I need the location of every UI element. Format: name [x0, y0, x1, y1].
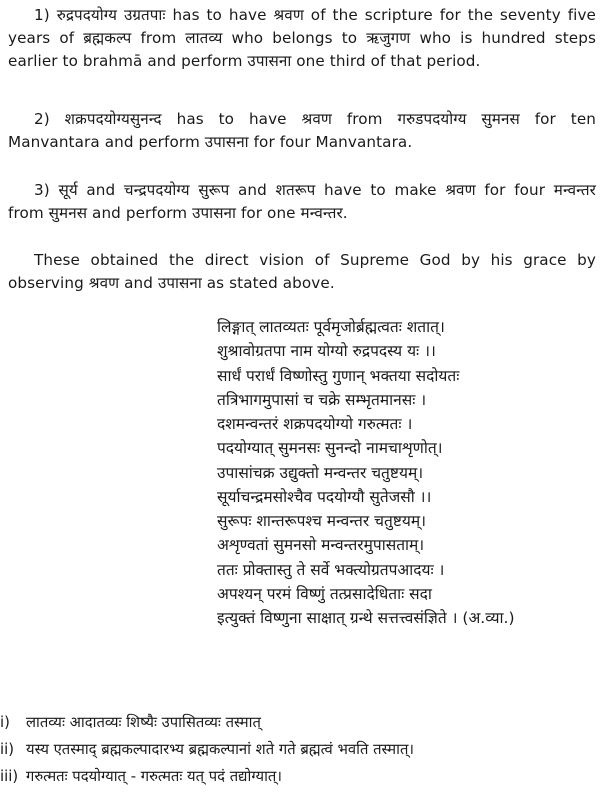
verse-line: तत्रिभागमुपासां च चक्रे सम्भृतमानसः ।	[217, 390, 427, 409]
paragraph-2	[8, 108, 596, 154]
footnote-text: गरुत्मतः पदयोग्यात् - गरुत्मतः यत् पदं तद्योग्यात्।	[26, 768, 282, 785]
verse-line: पदयोग्यात् सुमनसः सुनन्दो नामचाशृणोत्।	[217, 439, 443, 458]
paragraph-4-line: These obtained the direct vision of Supreme God by his grace by	[34, 251, 596, 269]
paragraph-3-line: from सुमनस and perform उपासना for one मन्वन्तर.	[8, 204, 348, 222]
sanskrit-verse	[217, 315, 517, 630]
paragraph-4-line: observing श्रवण and उपासना as stated above.	[8, 274, 335, 292]
paragraph-1-line: earlier to brahmā and perform उपासना one third of that period.	[8, 52, 481, 70]
verse-line: इत्युक्तं विष्णुना साक्षात् ग्रन्थे सत्तत्त्वसंज्ञिते । (अ.व्या.)	[217, 609, 515, 627]
footnote-text: लातव्यः आदातव्यः शिष्यैः उपासितव्यः तस्मात्	[26, 714, 261, 731]
footnote-row	[0, 709, 600, 736]
verse-line: ततः प्रोक्तास्तु ते सर्वे भक्त्योग्रतपआदयः ।	[217, 560, 445, 579]
footnote-row	[0, 763, 600, 790]
footnote-marker: i)	[0, 714, 10, 731]
verse-line: उपासांचक्र उद्युक्तो मन्वन्तर चतुष्टयम्।	[217, 463, 424, 482]
paragraph-1	[8, 4, 596, 73]
verse-line: दशमन्वन्तरं शक्रपदयोग्यो गरुत्मतः ।	[217, 415, 413, 433]
footnote-marker: iii)	[0, 768, 19, 785]
verse-line: अशृण्वतां सुमनसो मन्वन्तरमुपासताम्।	[217, 536, 425, 555]
paragraph-3-line: 3) सूर्य and चन्द्रपदयोग्य सुरूप and शतरूप have to make श्रवण for four मन्वन्तर	[34, 181, 596, 199]
verse-line: सुरूपः शान्तरूपश्च मन्वन्तर चतुष्टयम्।	[217, 512, 427, 530]
paragraph-2-line: Manvantara and perform उपासना for four Manvantara.	[8, 133, 413, 151]
verse-line: लिङ्गात् लातव्यतः पूर्वमृजोर्ब्रह्मत्वतः शतात्।	[217, 318, 445, 336]
verse-line: अपश्यन् परमं विष्णुं तत्प्रसादेधिताः सदा	[217, 584, 432, 603]
paragraph-4	[8, 249, 596, 295]
verse-line: सार्धं परार्धं विष्णोस्तु गुणान् भक्तया सदोयतः	[217, 366, 460, 385]
paragraph-2-line: 2) शक्रपदयोग्यसुनन्द has to have श्रवण from गरुडपदयोग्य सुमनस for ten	[34, 110, 596, 128]
verse-line: शुश्रावोग्रतपा नाम योग्यो रुद्रपदस्य यः ।।	[217, 342, 436, 361]
footnote-row	[0, 736, 600, 763]
footnote-text: यस्य एतस्माद् ब्रह्मकल्पादारभ्य ब्रह्मकल्पानां शते गते ब्रह्मत्वं भवति तस्मात्।	[26, 741, 415, 758]
paragraph-1-line: years of ब्रह्मकल्प from लातव्य who belongs to ऋजुगण who is hundred steps	[8, 29, 596, 47]
paragraph-3	[8, 179, 596, 225]
footnote-marker: ii)	[0, 741, 14, 758]
paragraph-1-line: 1) रुद्रपदयोग्य उग्रतपाः has to have श्रवण of the scripture for the seventy five	[34, 6, 596, 24]
footnotes	[0, 709, 600, 790]
verse-line: सूर्याचन्द्रमसोश्चैव पदयोग्यौ सुतेजसौ ।।	[217, 487, 432, 506]
